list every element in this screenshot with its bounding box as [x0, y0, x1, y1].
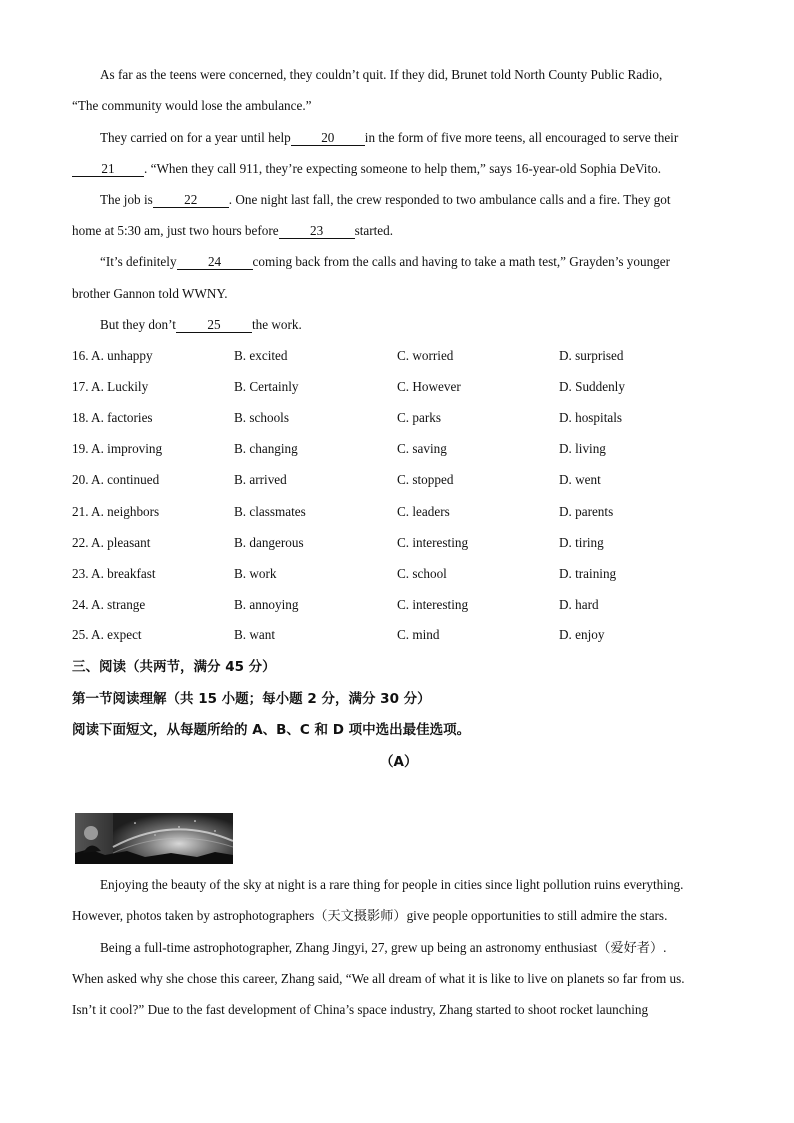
option-c: C. worried — [397, 348, 454, 363]
option-c: C. parks — [397, 410, 441, 425]
option-b: B. work — [234, 566, 277, 581]
text: . One night last fall, the crew responded to two ambulance calls and a fire. They got — [228, 192, 671, 207]
option-a: 20. A. continued — [72, 472, 160, 487]
astrophotography-image — [75, 813, 233, 864]
option-d: D. living — [559, 441, 606, 456]
paragraph-line: As far as the teens were concerned, they couldn’t quit. If they did, Brunet told North County Public Radio, — [100, 67, 663, 82]
option-c: C. saving — [397, 441, 447, 456]
paragraph-line — [72, 160, 661, 178]
paragraph-line: When asked why she chose this career, Zhang said, “We all dream of what it is like to live on planets so far from us. — [72, 971, 685, 986]
option-b: B. dangerous — [234, 535, 304, 550]
blank-21: 21 — [72, 161, 144, 177]
option-b: B. Certainly — [234, 379, 299, 394]
option-d: D. Suddenly — [559, 379, 625, 394]
text: home at 5:30 am, just two hours before — [72, 223, 279, 238]
text: in the form of five more teens, all encouraged to serve their — [364, 130, 679, 145]
option-a: 24. A. strange — [72, 597, 146, 612]
blank-24: 24 — [177, 254, 253, 270]
option-a: 23. A. breakfast — [72, 566, 156, 581]
paragraph-line: However, photos taken by astrophotographers（天文摄影师）give people opportunities to still admire the stars. — [72, 908, 668, 923]
passage-label: （A） — [380, 754, 418, 770]
option-a: 17. A. Luckily — [72, 379, 149, 394]
section-subheading: 第一节阅读理解（共 15 小题；每小题 2 分，满分 30 分） — [72, 691, 431, 707]
paragraph-line: Being a full-time astrophotographer, Zhang Jingyi, 27, grew up being an astronomy enthusiast（爱好者）. — [100, 940, 667, 955]
option-c: C. However — [397, 379, 461, 394]
text: The job is — [100, 192, 153, 207]
option-b: B. excited — [234, 348, 288, 363]
text: started. — [354, 223, 394, 238]
option-b: B. want — [234, 627, 276, 642]
option-b: B. schools — [234, 410, 289, 425]
option-d: D. surprised — [559, 348, 624, 363]
option-b: B. changing — [234, 441, 298, 456]
text: “It’s definitely — [100, 254, 177, 269]
paragraph-line — [72, 222, 393, 240]
text: They carried on for a year until help — [100, 130, 291, 145]
paragraph-line: “The community would lose the ambulance.” — [72, 98, 312, 113]
blank-20: 20 — [291, 130, 365, 146]
option-b: B. annoying — [234, 597, 299, 612]
option-d: D. training — [559, 566, 617, 581]
option-a: 25. A. expect — [72, 627, 142, 642]
option-c: C. leaders — [397, 504, 450, 519]
option-d: D. hospitals — [559, 410, 623, 425]
option-d: D. parents — [559, 504, 614, 519]
option-a: 22. A. pleasant — [72, 535, 151, 550]
option-d: D. hard — [559, 597, 599, 612]
paragraph-line — [100, 253, 670, 271]
text: the work. — [251, 317, 302, 332]
section-heading: 三、阅读（共两节，满分 45 分） — [72, 659, 276, 675]
blank-23: 23 — [279, 223, 355, 239]
option-a: 18. A. factories — [72, 410, 153, 425]
option-c: C. mind — [397, 627, 440, 642]
instruction-text: 阅读下面短文，从每题所给的 A、B、C 和 D 项中选出最佳选项。 — [72, 722, 471, 738]
paragraph-line: brother Gannon told WWNY. — [72, 286, 228, 301]
option-c: C. interesting — [397, 597, 469, 612]
paragraph-line: Isn’t it cool?” Due to the fast development of China’s space industry, Zhang started to shoot rocket launching — [72, 1002, 649, 1017]
option-a: 21. A. neighbors — [72, 504, 160, 519]
paragraph-line — [100, 316, 302, 334]
option-c: C. interesting — [397, 535, 469, 550]
text: But they don’t — [100, 317, 176, 332]
option-b: B. classmates — [234, 504, 306, 519]
option-b: B. arrived — [234, 472, 287, 487]
option-d: D. tiring — [559, 535, 604, 550]
option-d: D. enjoy — [559, 627, 605, 642]
text: . “When they call 911, they’re expecting someone to help them,” says 16-year-old Sophia DeVito. — [144, 161, 662, 176]
paragraph-line: Enjoying the beauty of the sky at night is a rare thing for people in cities since light pollution ruins everything. — [100, 877, 684, 892]
blank-25: 25 — [176, 317, 252, 333]
option-a: 16. A. unhappy — [72, 348, 153, 363]
option-d: D. went — [559, 472, 601, 487]
text: coming back from the calls and having to take a math test,” Grayden’s younger — [252, 254, 671, 269]
option-c: C. school — [397, 566, 447, 581]
paragraph-line — [100, 191, 671, 209]
option-c: C. stopped — [397, 472, 454, 487]
option-a: 19. A. improving — [72, 441, 163, 456]
blank-22: 22 — [153, 192, 229, 208]
paragraph-line — [100, 129, 678, 147]
